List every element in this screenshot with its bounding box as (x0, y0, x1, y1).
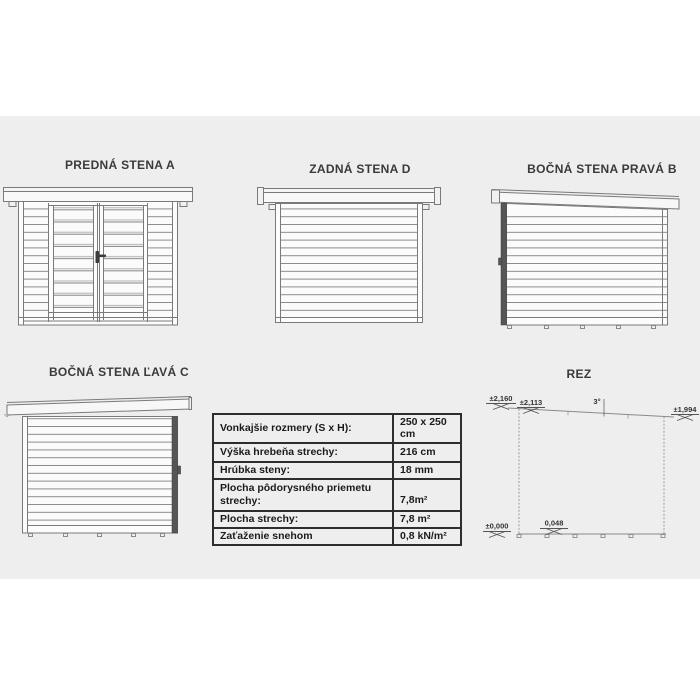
spec-value: 0,8 kN/m² (393, 528, 461, 545)
side-wall-right-title: BOČNÁ STENA PRAVÁ B (527, 162, 677, 176)
spec-value: 7,8 m² (393, 511, 461, 528)
table-row (213, 479, 461, 511)
spec-value: 250 x 250 cm (393, 414, 461, 443)
spec-label: Plocha strechy: (213, 511, 393, 528)
side-wall-right-drawing (488, 186, 686, 334)
foundation-feet (29, 534, 165, 537)
foundation-feet (517, 535, 665, 538)
slat-wall (280, 205, 418, 317)
slat-wall (507, 210, 667, 317)
level-ground-label: ±0,000 (485, 521, 509, 531)
level-floor-label: 0,048 (544, 518, 564, 528)
spec-label: Výška hrebeňa strechy: (213, 443, 393, 462)
level-roof-back-label: ±1,994 (673, 405, 697, 414)
spec-value: 7,8m² (393, 479, 461, 511)
level-roof-front-edge-label: ±2,113 (519, 398, 543, 407)
spec-value: 216 cm (393, 443, 461, 462)
slat-wall (28, 417, 172, 526)
front-corner-dark-trim (172, 417, 181, 534)
right-door-leaf (104, 206, 143, 312)
level-labels (486, 394, 698, 531)
front-corner-dark-trim (499, 203, 507, 325)
right-slat-panel (148, 204, 172, 317)
spec-label: Plocha pôdorysného priemetu strechy: (213, 479, 393, 511)
table-row (213, 528, 461, 545)
spec-label: Zaťaženie snehom (213, 528, 393, 545)
table-row (213, 462, 461, 479)
level-roof-front-top-label: ±2,160 (489, 394, 513, 403)
roof-fascia (7, 397, 192, 416)
spec-value: 18 mm (393, 462, 461, 479)
spec-label: Hrúbka steny: (213, 462, 393, 479)
back-wall-title: ZADNÁ STENA D (309, 162, 411, 176)
spec-table (212, 413, 462, 546)
spec-label: Vonkajšie rozmery (S x H): (213, 414, 393, 443)
front-wall-drawing (3, 186, 193, 332)
left-slat-panel (24, 204, 48, 317)
roof-slope-label: 3° (593, 397, 601, 406)
side-wall-left-drawing (3, 388, 201, 540)
left-door-leaf (54, 206, 93, 312)
front-wall-title: PREDNÁ STENA A (65, 158, 175, 172)
table-row (213, 414, 461, 443)
back-wall-drawing (255, 186, 445, 332)
side-wall-left-title: BOČNÁ STENA ĽAVÁ C (48, 365, 190, 379)
cross-section-title: REZ (566, 367, 592, 381)
level-mark-symbols (483, 399, 699, 538)
table-row (213, 443, 461, 462)
cross-section-drawing (476, 386, 700, 546)
section-outline (508, 408, 674, 534)
table-row (213, 511, 461, 528)
foundation-feet (508, 326, 656, 329)
